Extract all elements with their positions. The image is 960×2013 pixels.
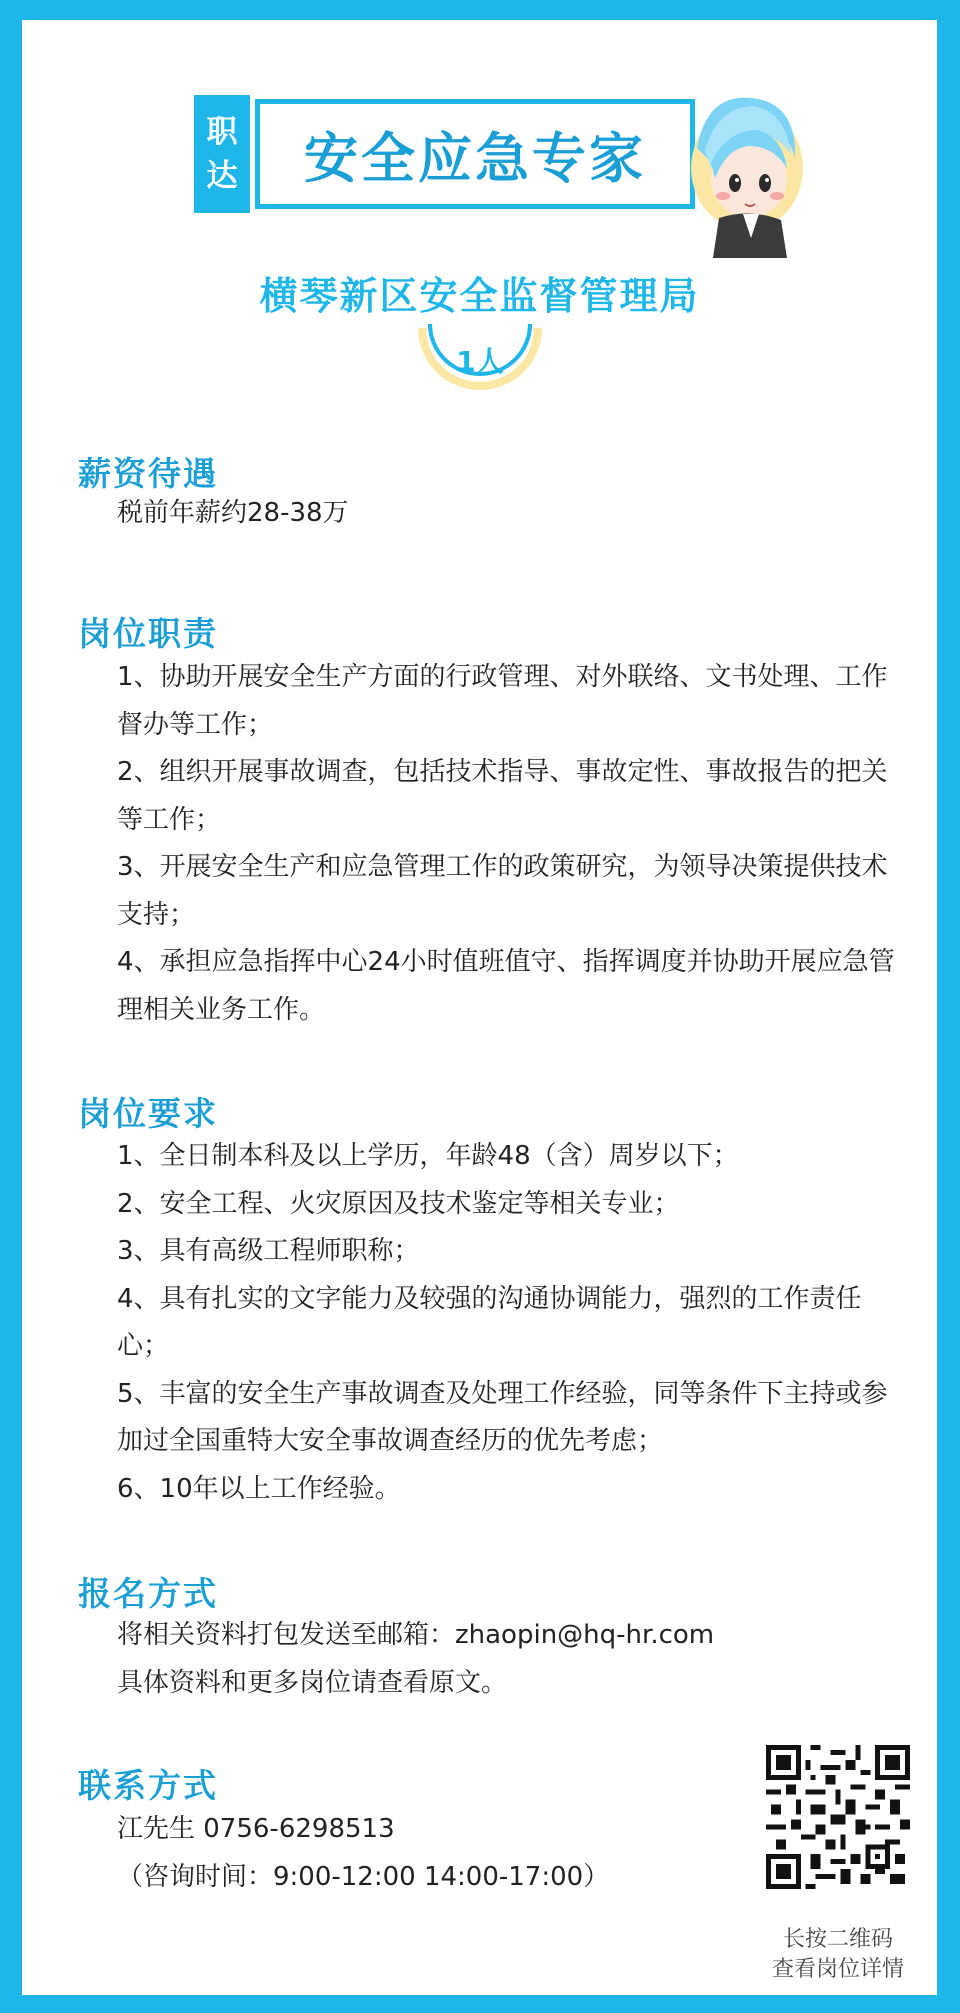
duty-item: 3、开展安全生产和应急管理工作的政策研究，为领导决策提供技术支持； bbox=[117, 852, 888, 930]
job-title: 安全应急专家 bbox=[304, 126, 646, 190]
department-name: 横琴新区安全监督管理局 bbox=[259, 274, 700, 318]
title-box bbox=[255, 99, 695, 209]
title-banner bbox=[194, 95, 724, 218]
apply-note-line: 具体资料和更多岗位请查看原文。 bbox=[117, 1667, 508, 1698]
contact-hours-line: （咨询时间：9:00-12:00 14:00-17:00） bbox=[117, 1861, 610, 1892]
duty-item: 4、承担应急指挥中心24小时值班值守、指挥调度并协助开展应急管理相关业务工作。 bbox=[117, 947, 895, 1025]
requirements-list bbox=[117, 1133, 907, 1513]
contact-phone-line: 江先生 0756-6298513 bbox=[117, 1814, 395, 1844]
requirement-item: 6、10年以上工作经验。 bbox=[117, 1473, 401, 1504]
qr-code[interactable] bbox=[766, 1745, 910, 1889]
qr-caption bbox=[752, 1925, 924, 1985]
requirement-item: 5、丰富的安全生产事故调查及处理工作经验，同等条件下主持或参加过全国重特大安全事故调查经历的优先考虑； bbox=[117, 1378, 888, 1456]
brand-tag-line2: 达 bbox=[206, 158, 238, 194]
duties-list bbox=[117, 654, 907, 1034]
salary-section bbox=[117, 490, 907, 538]
contact-section bbox=[117, 1806, 737, 1901]
requirements-heading: 岗位要求 bbox=[78, 1094, 218, 1133]
duty-item: 1、协助开展安全生产方面的行政管理、对外联络、文书处理、工作督办等工作； bbox=[117, 662, 888, 740]
duty-item: 2、组织开展事故调查，包括技术指导、事故定性、事故报告的把关等工作； bbox=[117, 757, 888, 835]
apply-heading: 报名方式 bbox=[78, 1574, 218, 1613]
requirement-item: 3、具有高级工程师职称； bbox=[117, 1236, 420, 1266]
qr-caption-line2: 查看岗位详情 bbox=[771, 1957, 904, 1982]
contact-heading: 联系方式 bbox=[78, 1766, 218, 1805]
requirement-item: 4、具有扎实的文字能力及较强的沟通协调能力，强烈的工作责任心； bbox=[117, 1283, 862, 1361]
mascot-illustration bbox=[677, 88, 807, 258]
qr-caption-line1: 长按二维码 bbox=[782, 1927, 893, 1952]
brand-tag bbox=[194, 95, 250, 213]
poster-page bbox=[22, 20, 937, 1995]
requirement-item: 1、全日制本科及以上学历，年龄48（含）周岁以下； bbox=[117, 1141, 739, 1171]
requirement-item: 2、安全工程、火灾原因及技术鉴定等相关专业； bbox=[117, 1188, 680, 1219]
apply-section bbox=[117, 1612, 907, 1707]
salary-heading: 薪资待遇 bbox=[78, 454, 218, 493]
duties-heading: 岗位职责 bbox=[78, 614, 218, 653]
headcount: 1人 bbox=[456, 345, 504, 378]
apply-email-line: 将相关资料打包发送至邮箱：zhaopin@hq-hr.com bbox=[117, 1620, 715, 1650]
brand-tag-line1: 职 bbox=[206, 114, 238, 150]
salary-text: 税前年薪约28-38万 bbox=[117, 498, 349, 528]
